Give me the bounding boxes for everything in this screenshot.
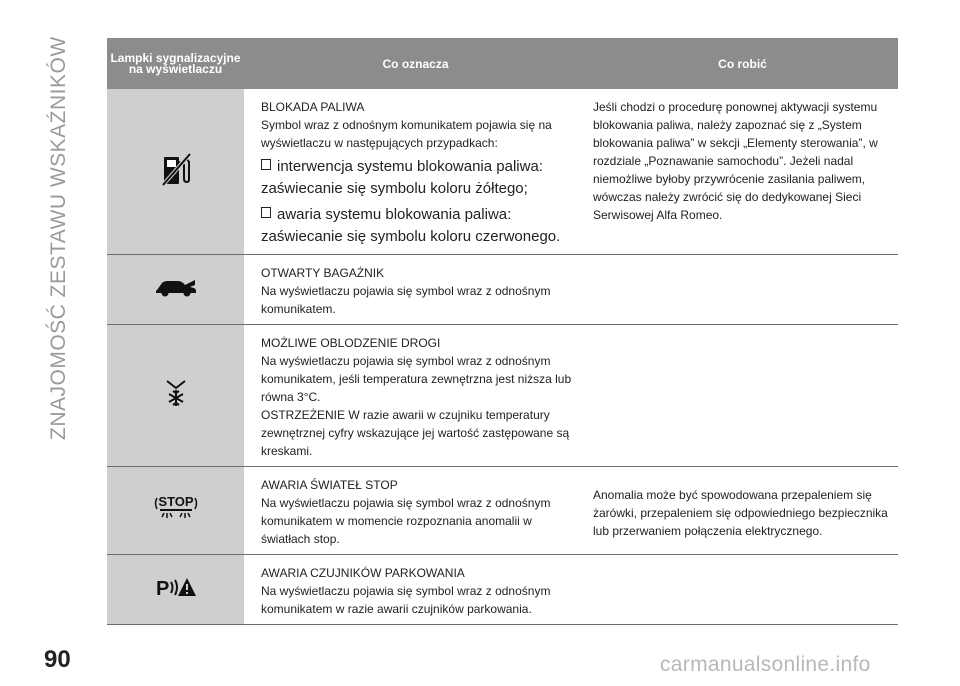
meaning-cell — [244, 89, 587, 255]
action-cell — [587, 255, 898, 325]
checkbox-bullet-icon — [261, 207, 271, 218]
road-ice-icon — [161, 378, 191, 408]
parking-sensor-icon — [155, 576, 197, 598]
action-cell — [587, 555, 898, 625]
row-title: AWARIA CZUJNIKÓW PARKOWANIA — [261, 566, 465, 580]
stop-lamp-icon — [154, 494, 198, 522]
action-cell — [587, 89, 898, 255]
meaning-cell — [244, 467, 587, 555]
row-description: Na wyświetlaczu pojawia się symbol wraz z odnośnym komunikatem w razie awarii czujników parkowania. — [261, 584, 551, 616]
meaning-cell — [244, 255, 587, 325]
table-row — [107, 555, 898, 625]
section-side-title: ZNAJOMOŚĆ ZESTAWU WSKAŹNIKÓW — [47, 36, 70, 440]
watermark-text: carmanualsonline.info — [660, 653, 871, 676]
icon-cell — [107, 467, 244, 555]
header-lights: Lampki sygnalizacyjne na wyświetlaczu — [107, 38, 244, 89]
meaning-cell — [244, 325, 587, 467]
header-action: Co robić — [587, 38, 898, 89]
icon-cell — [107, 555, 244, 625]
meaning-cell — [244, 555, 587, 625]
row-description: Na wyświetlaczu pojawia się symbol wraz z odnośnym komunikatem w momencie rozpoznania anomalii w światłach stop. — [261, 496, 551, 546]
bullet-item — [261, 204, 579, 248]
row-title: MOŻLIWE OBLODZENIE DROGI — [261, 336, 441, 350]
bullet-text: awaria systemu blokowania paliwa: zaświecanie się symbolu koloru czerwonego. — [261, 206, 561, 245]
checkbox-bullet-icon — [261, 159, 271, 170]
row-description: Na wyświetlaczu pojawia się symbol wraz z odnośnym komunikatem. — [261, 284, 551, 316]
row-title: BLOKADA PALIWA — [261, 100, 365, 114]
row-title: OTWARTY BAGAŻNIK — [261, 266, 385, 280]
fuel-block-icon — [161, 152, 191, 186]
svg-text:P: P — [155, 578, 169, 598]
row-description: Na wyświetlaczu pojawia się symbol wraz z odnośnym komunikatem, jeśli temperatura zewnętrzna jest niższa lub równa 3°C. — [261, 354, 572, 404]
row-action: Anomalia może być spowodowana przepaleniem się żarówki, przepaleniem się odpowiedniego bezpiecznika lub przerwaniem połączenia elektrycznego. — [593, 488, 888, 538]
header-meaning: Co oznacza — [244, 38, 587, 89]
row-warning: OSTRZEŻENIE W razie awarii w czujniku temperatury zewnętrznej cyfry wskazujące jej wartość zastępowane są kreskami. — [261, 408, 570, 458]
warning-lights-table — [107, 38, 898, 625]
row-title: AWARIA ŚWIATEŁ STOP — [261, 478, 398, 492]
icon-cell — [107, 255, 244, 325]
table-row — [107, 89, 898, 255]
action-cell — [587, 325, 898, 467]
bullet-item — [261, 156, 579, 200]
row-description: Symbol wraz z odnośnym komunikatem pojawia się na wyświetlaczu w następujących przypadkach: — [261, 118, 552, 150]
action-cell — [587, 467, 898, 555]
bullet-text: interwencja systemu blokowania paliwa: zaświecanie się symbolu koloru żółtego; — [261, 158, 543, 197]
table-header-row — [107, 38, 898, 89]
table-row — [107, 325, 898, 467]
open-trunk-icon — [154, 276, 198, 298]
icon-cell — [107, 89, 244, 255]
icon-cell — [107, 325, 244, 467]
row-action: Jeśli chodzi o procedurę ponownej aktywacji systemu blokowania paliwa, należy zapoznać się z „System blokowania paliwa” w sekcji „Elementy sterowania”, w rozdziale „Poznawanie samochodu”. Jeżeli nadal niemożliwe byłoby przywrócenie zasilania paliwem, wówczas należy zwrócić się do dedykowanej Sieci Serwisowej Alfa Romeo. — [593, 100, 878, 222]
page-number: 90 — [44, 646, 71, 673]
table-row — [107, 255, 898, 325]
stop-lamp-label: STOP — [157, 494, 194, 509]
table-row — [107, 467, 898, 555]
